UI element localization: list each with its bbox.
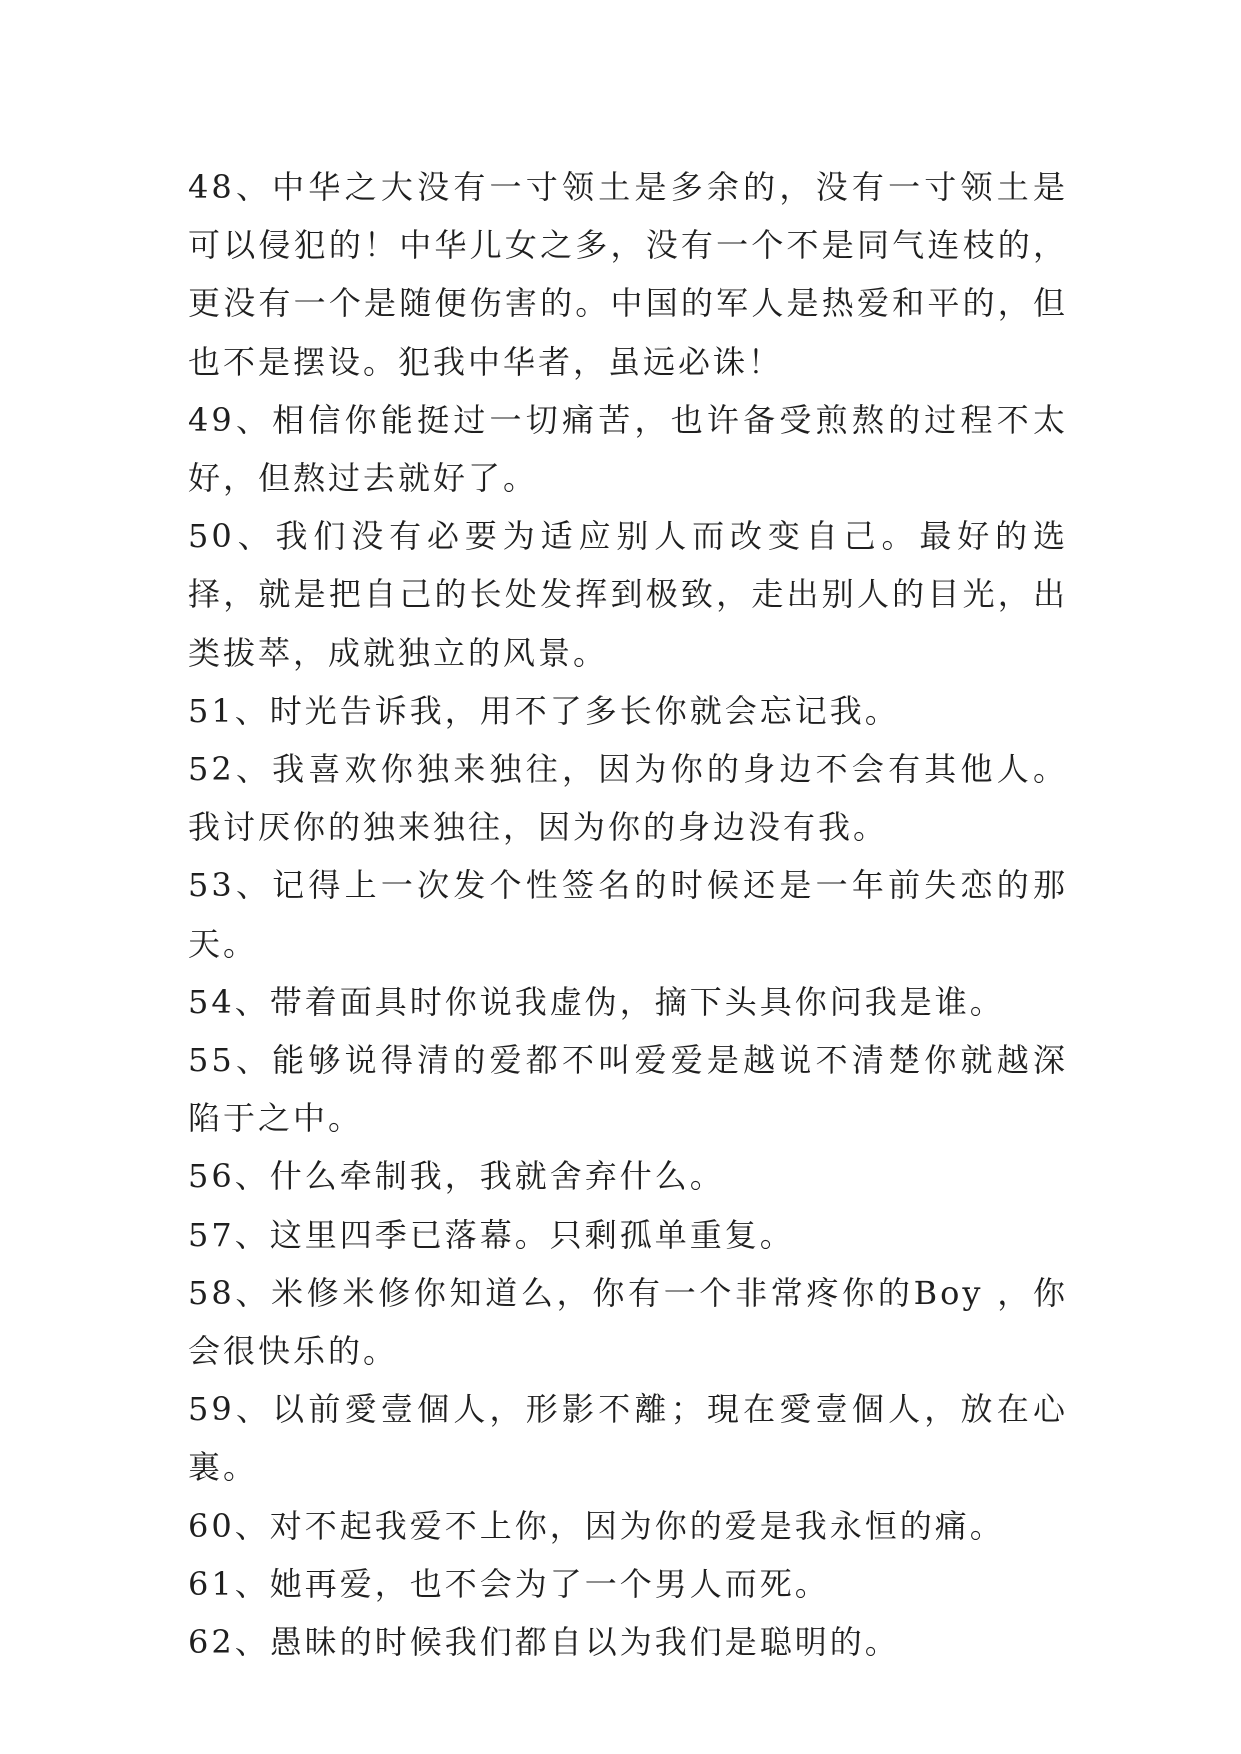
entry-58: 58、米修米修你知道么，你有一个非常疼你的Boy ，你会很快乐的。 [188,1273,1068,1371]
entry-62: 62、愚昧的时候我们都自以为我们是聪明的。 [188,1623,900,1662]
entry-55: 55、能够说得清的爱都不叫爱爱是越说不清楚你就越深陷于之中。 [188,1041,1068,1138]
entry-61: 61、她再爱，也不会为了一个男人而死。 [188,1564,830,1603]
entry-48: 48、中华之大没有一寸领土是多余的，没有一寸领土是可以侵犯的！中华儿女之多，没有一个不是同气连枝的，更没有一个是随便伤害的。中国的军人是热爱和平的，但也不是摆设。犯我中华者，虽远必诛！ [188,168,1068,381]
entry-50: 50、我们没有必要为适应别人而改变自己。最好的选择，就是把自己的长处发挥到极致，走出别人的目光，出类拔萃，成就独立的风景。 [188,517,1068,672]
entry-57: 57、这里四季已落幕。只剩孤单重复。 [188,1215,795,1254]
entry-59: 59、以前愛壹個人，形影不離；現在愛壹個人，放在心裏。 [188,1390,1068,1487]
entry-60: 60、对不起我爱不上你，因为你的爱是我永恒的痛。 [188,1506,1005,1545]
document-body [188,158,1068,1671]
entry-52: 52、我喜欢你独来独往，因为你的身边不会有其他人。我讨厌你的独来独往，因为你的身边没有我。 [188,750,1068,847]
entry-51: 51、时光告诉我，用不了多长你就会忘记我。 [188,691,900,730]
entry-49: 49、相信你能挺过一切痛苦，也许备受煎熬的过程不太好，但熬过去就好了。 [188,400,1068,498]
entry-54: 54、带着面具时你说我虚伪，摘下头具你问我是谁。 [188,982,1005,1021]
entry-56: 56、什么牵制我，我就舍弃什么。 [188,1157,725,1196]
entry-53: 53、记得上一次发个性签名的时候还是一年前失恋的那天。 [188,866,1068,963]
